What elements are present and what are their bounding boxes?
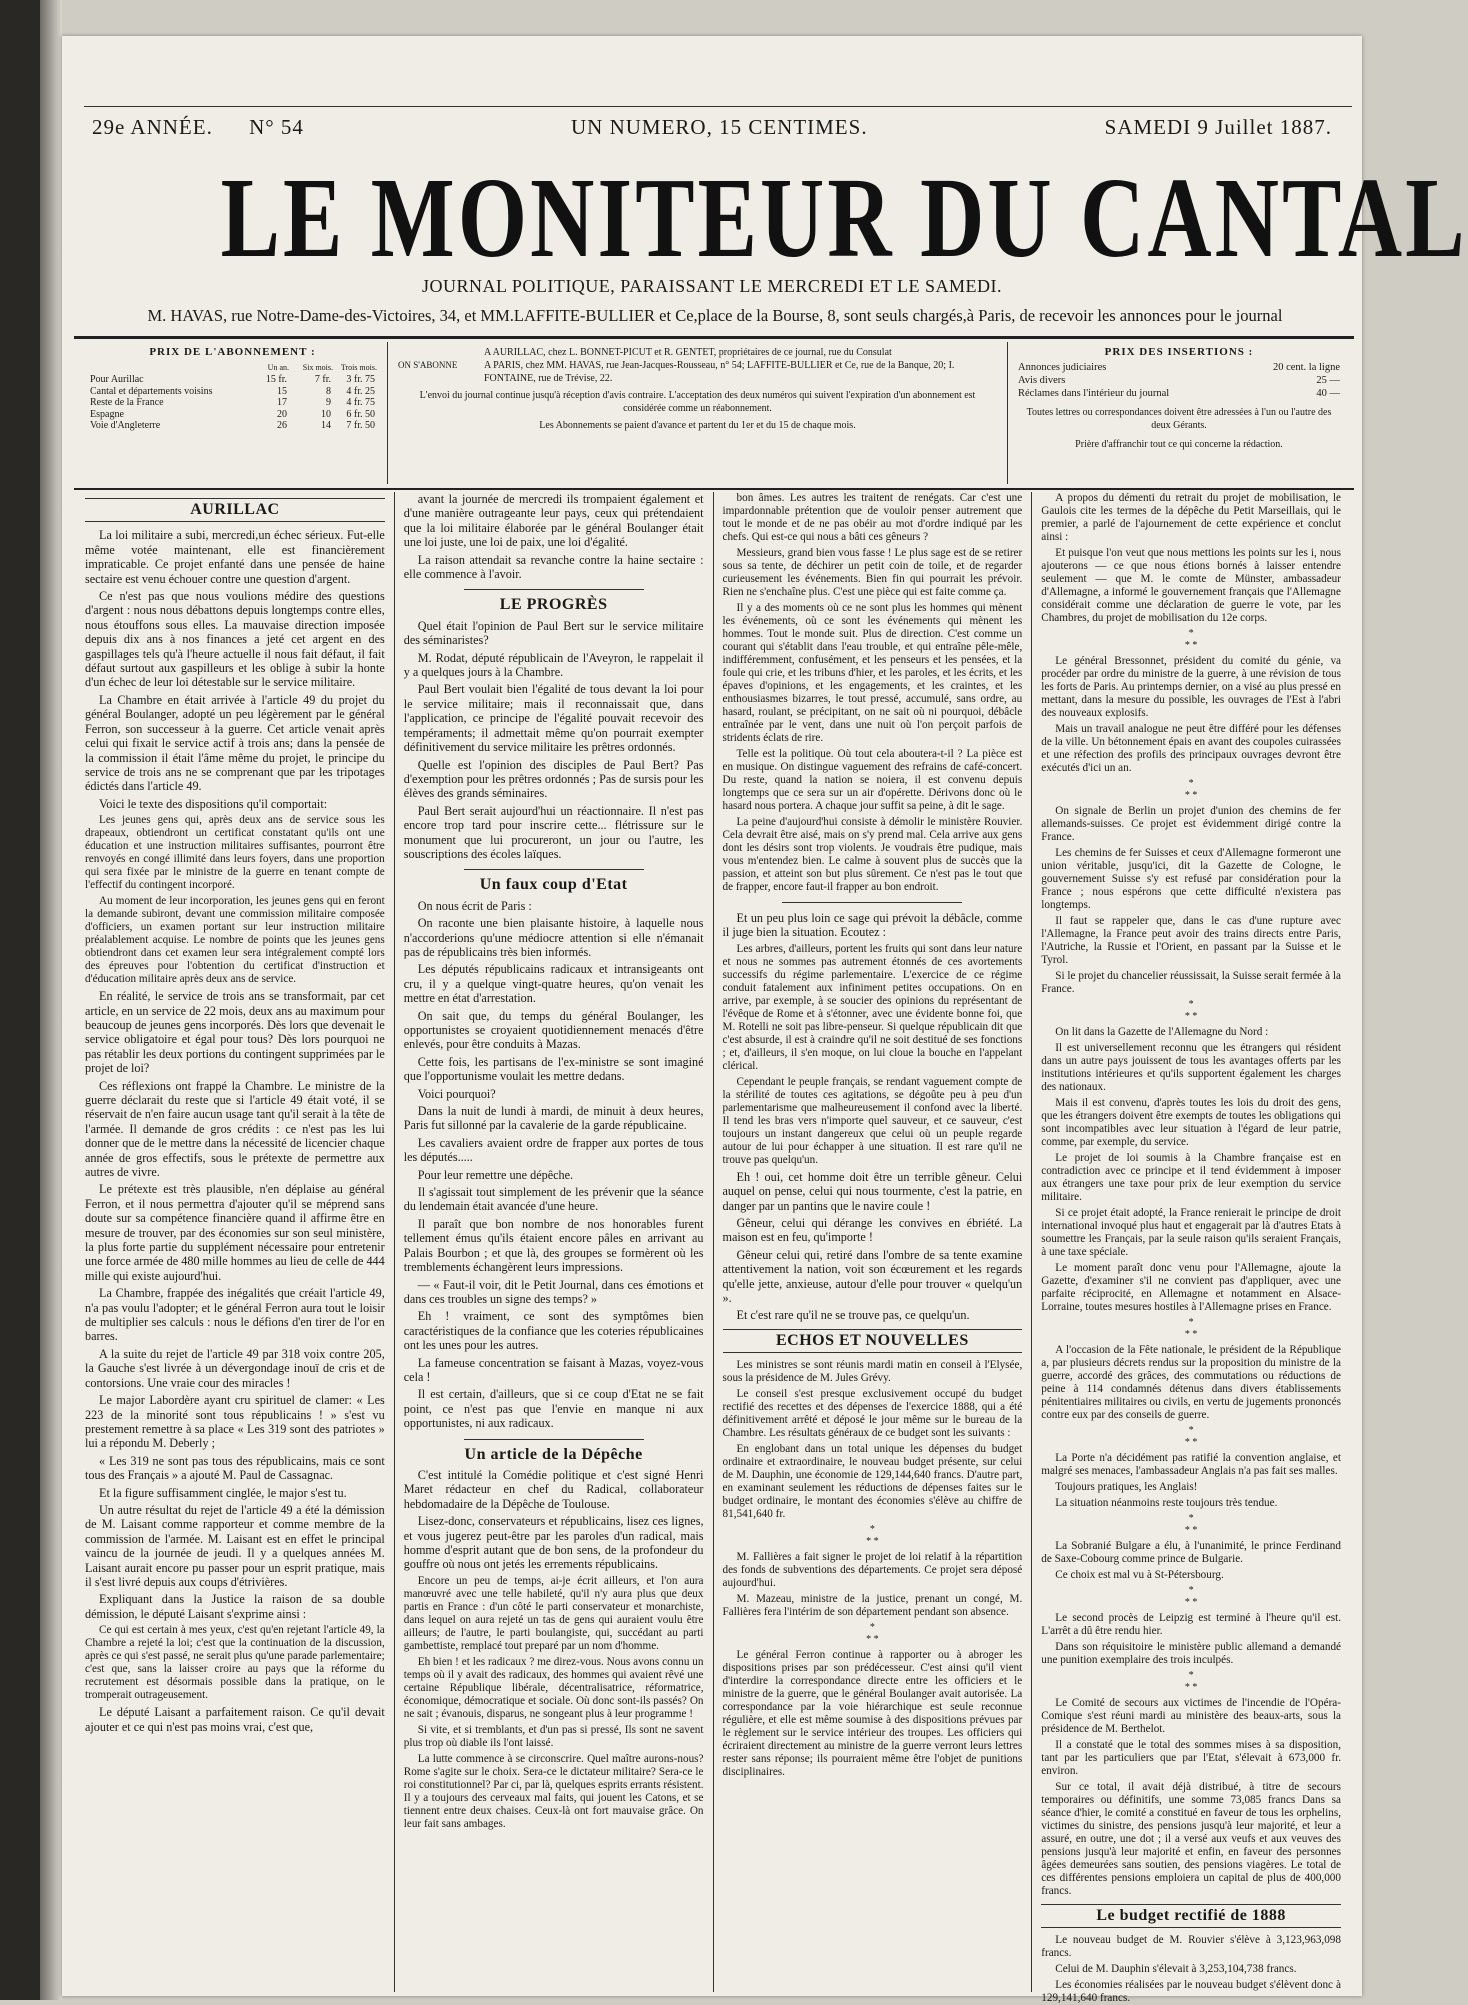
abonne-note-payment: Les Abonnements se paient d'avance et partent du 1er et du 15 de chaque mois. (539, 420, 856, 431)
paragraph: Pour leur remettre une dépêche. (417, 1167, 574, 1182)
paragraph: Ce n'est pas que nous voulions médire des questions d'argent : nous nous débattons depuis longtemps contre elles, nous étouffons sous elles. La mauvaise direction imposée depuis dix ans à nos finances a jeté cet argent en des gaspillages tels qu'à l'heure actuelle il nous fait défaut, il fait défaut surtout aux gaspilleurs et les oblige à subir la honte d'un échec de leur loi détestable sur le service militaire. (85, 589, 385, 690)
article-heading-budget: Le budget rectifié de 1888 (1041, 1904, 1341, 1928)
paragraph: La loi militaire a subi, mercredi,un échec sérieux. Fut-elle même votée maintenant, elle est financièrement impraticable. Ce projet enfanté dans une pensée de haine sectaire est venu échouer contre une question d'argent. (85, 528, 385, 586)
quote-paragraph: Le moment paraît donc venu pour l'Allemagne, ajoute la Gazette, d'examiner s'il ne convient pas d'appliquer, avec une parfaite réciprocité, en Allemagne et notamment en Alsace-Lorraine, toutes mesures hostiles à l'Allemagne prises en France. (1041, 1262, 1341, 1313)
paragraph: Et c'est rare qu'il ne se trouve pas, ce quelqu'un. (736, 1308, 970, 1323)
paragraph: Quelle est l'opinion des disciples de Paul Bert? Pas d'exemption pour les prêtres ordonnés ; Pas de sursis pour les élèves des grands séminaires. (403, 757, 704, 801)
divider (464, 1439, 644, 1440)
paragraph: Paul Bert serait aujourd'hui un réactionnaire. Il n'est pas encore trop tard pour inscrire cette... flétrissure sur le monument que lui procureront, un jour ou l'autre, les souscriptions des écoles laïques. (403, 803, 704, 861)
paragraph: Eh ! oui, cet homme doit être un terrible gêneur. Celui auquel on pense, celui qui nous tourmente, c'est la patrie, en danger par un pantins que le navire coule ! (722, 1169, 1023, 1213)
paragraph: Expliquant dans la Justice la raison de sa double démission, le député Laisant s'exprime ainsi : (85, 1592, 385, 1621)
news-item: A propos du démenti du retrait du projet de mobilisation, le Gaulois cite les termes de la dépêche du Petit Marseillais, qui le premier, a parlé de l'ajournement de cette expérience et conclut ainsi : (1041, 492, 1341, 543)
news-item: Celui de M. Dauphin s'élevait à 3,253,104,738 francs. (1055, 1963, 1297, 1976)
news-item: Les économies réalisées par le nouveau budget s'élèvent donc à 129,141,640 francs. (1041, 1979, 1341, 2005)
asterism: * * * (1184, 778, 1198, 801)
paragraph: Dans la nuit de lundi à mardi, de minuit à deux heures, Paris fut sillonné par la cavalerie de la garde républicaine. (403, 1104, 704, 1133)
paragraph: On raconte une bien plaisante histoire, à laquelle nous n'accorderions qu'une médiocre attention si elle n'émanait pas de républicains très bien informés. (403, 916, 704, 959)
list-item: Avis divers 25 — (1018, 375, 1340, 386)
divider (464, 589, 644, 590)
news-item: Dans son réquisitoire le ministère public allemand a demandé une punition exemplaire des trois inculpés. (1041, 1641, 1341, 1666)
asterism: * * * (1184, 999, 1198, 1022)
news-item: Si le projet du chancelier réussissait, la Suisse serait fermée à la France. (1041, 970, 1341, 995)
quote-paragraph: Les jeunes gens qui, après deux ans de service sous les drapeaux, obtiendront un certificat constatant qu'ils ont une éducation et une instruction militaires suffisantes, pourront être renvoyés en congé illimité dans leurs foyers, dans une proportion qui sera fixée par le ministre de la guerre en tenant compte de l'effectif du contingent incorporé. (85, 814, 385, 892)
paragraph: Il paraît que bon nombre de nos honorables furent tellement émus qu'ils étaient encore pâles en arrivant au Palais Bourbon ; et que là, des groupes se formèrent où les tremblements échangèrent leurs impressions. (403, 1216, 704, 1275)
list-item: Annonces judiciaires 20 cent. la ligne (1018, 362, 1340, 373)
news-item: Toujours pratiques, les Anglais! (1055, 1481, 1198, 1493)
paragraph: C'est intitulé la Comédie politique et c'est signé Henri Maret rédacteur en chef du Radical, collaborateur hebdomadaire de la Dépêche de Toulouse. (403, 1467, 704, 1511)
advertising-agents: M. HAVAS, rue Notre-Dame-des-Victoires, 34, et MM.LAFFITE-BULLIER et Ce,place de la Bourse, 8, sont seuls chargés,à Paris, de recevoir les annonces pour le journal (147, 306, 1283, 325)
column-2 (394, 492, 713, 1992)
asterism: * * * (866, 1622, 879, 1646)
divider (464, 869, 644, 870)
annee: 29e ANNÉE. (92, 114, 213, 139)
abonne-note: L'envoi du journal continue jusqu'à réception d'avis contraire. L'acceptation des deux numéros qui suivent l'expiration d'un abonnement est considérée comme un réabonnement. (419, 390, 976, 414)
abonne-box (388, 342, 1008, 484)
asterism: * * * (1184, 1585, 1198, 1608)
numero: N° 54 (249, 114, 304, 139)
news-item: Ce choix est mal vu à St-Pétersbourg. (1055, 1569, 1224, 1581)
paragraph: Cette fois, les partisans de l'ex-ministre se sont imaginé que l'opportunisme voulait les mettre dedans. (403, 1054, 704, 1084)
column-4 (1031, 492, 1350, 2005)
paragraph: Il s'agissait tout simplement de les prévenir que la séance du lendemain était avancée d'une heure. (403, 1185, 704, 1214)
paragraph: La Chambre en était arrivée à l'article 49 du projet du général Boulanger, adopté un peu légèrement par le général Ferron, son successeur à la guerre. Cet article venait après celui qui fixait le service actif à trois ans; dans la pensée de la commission il était l'âme même du projet, le principe du service de trois ans ne se comprenant que par les tripotages édictés dans l'article 49. (85, 692, 385, 794)
quote-paragraph: La peine d'aujourd'hui consiste à démolir le ministère Rouvier. Cela devrait être aisé, mais on s'y prend mal. Cela arrive aux gens dont les désirs sont trop violents. Je voudrais être pudique, mais vous m'entendez bien. Le calme à souvent plus de succès que la passion, et atteint son but plus sûrement. Ce n'est pas le tout que de frapper, encore faut-il frapper au bon endroit. (722, 816, 1023, 893)
paragraph: Quel était l'opinion de Paul Bert sur le service militaire des séminaristes? (403, 618, 704, 648)
column-1 (76, 492, 394, 1992)
paragraph: « Les 319 ne sont pas tous des républicains, mais ce sont tous des Français » a ajouté M. Paul de Cassagnac. (85, 1453, 385, 1483)
news-item: Il a constaté que le total des sommes mises à sa disposition, tant par les particuliers que par l'Etat, s'élevait à 673,000 fr. environ. (1041, 1739, 1341, 1777)
abonnement-title: PRIX DE L'ABONNEMENT : (149, 346, 316, 358)
paragraph: Eh ! vraiment, ce sont des symptômes bien caractéristiques de la confiance que les coteries républicaines ont les unes pour les autres. (403, 1309, 704, 1353)
quote-paragraph: Encore un peu de temps, ai-je écrit ailleurs, et l'on aura manœuvré avec une telle habileté, qu'il n'y aura plus que deux partis en France : d'un côté le parti conservateur et monarchiste, dans lequel on aura rejeté un tas de gens qui auraient voulu être ailleurs; de l'autre, le parti boulangiste, qui, succédant au parti gambettiste, remplacé tout preparé par un nom d'homme. (403, 1574, 704, 1652)
paragraph: Et la figure suffisamment cinglée, le major s'est tu. (99, 1485, 347, 1500)
insertions-note: Toutes lettres ou correspondances doivent être adressées à l'un ou l'autre des deux Gérants. (1026, 407, 1332, 431)
news-item: La situation néanmoins reste toujours très tendue. (1055, 1497, 1278, 1509)
col-header: Un an. (267, 363, 289, 372)
paragraph: Un autre résultat du rejet de l'article 49 a été la démission de M. Laisant comme rapporteur et comme membre de la commission de l'armée. M. Laisant est en effet le principal vaincu de la journée de jeudi. Il y a quelques années M. Laisant aurait encore pu passer pour un esprit pratique, mais il s'est livré depuis aux coups d'étrivières. (85, 1502, 385, 1589)
asterism: * * * (866, 1524, 879, 1548)
news-item: On lit dans la Gazette de l'Allemagne du Nord : (1055, 1026, 1269, 1038)
col-header: Trois mois. (340, 363, 377, 372)
newspaper-page (62, 36, 1468, 2005)
paragraph: Voici le texte des dispositions qu'il comportait: (99, 796, 328, 811)
paragraph: Voici pourquoi? (417, 1086, 496, 1101)
table-row: Cantal et départements voisins 15 8 4 fr. 25 (90, 385, 375, 397)
paragraph: Gêneur celui qui, retiré dans l'ombre de sa tente examine attentivement la nation, voit son écœurement et les regards qu'elle jette, anxieuse, autour d'elle pour trouver « quelqu'un ». (722, 1247, 1023, 1306)
news-item: La Sobranié Bulgare a élu, à l'unanimité, le prince Ferdinand de Saxe-Cobourg comme prince de Bulgarie. (1041, 1540, 1341, 1565)
insertions-title: PRIX DES INSERTIONS : (1104, 346, 1254, 358)
paragraph: Lisez-donc, conservateurs et républicains, lisez ces lignes, et vous jugerez peut-être par les paroles d'un radical, mais homme d'esprit autant que de bon sens, de la profondeur du gouffre où nous ont jetés les errements républicains. (403, 1514, 704, 1572)
insertions-note-redaction: Prière d'affranchir tout ce qui concerne la rédaction. (1075, 439, 1283, 450)
paragraph: Les députés républicains radicaux et intransigeants ont cru, il y a quelque vingt-quatre heures, qu'on venait les mettre en état d'arrestation. (403, 962, 704, 1006)
paragraph: avant la journée de mercredi ils trompaient également et d'une manière outrageante leur pays, ceux qui prétendaient que la loi militaire élaborée par le général Boulanger était une loi juste, une loi de paix, une loi d'égalité. (403, 492, 704, 550)
asterism: * * * (1184, 1317, 1198, 1340)
paragraph: Il est certain, d'ailleurs, que si ce coup d'Etat ne se fait point, ce n'est pas que l'envie en manque ni aux opportunistes, ni aux radicaux. (403, 1387, 704, 1431)
issue-date: SAMEDI 9 Juillet 1887. (1104, 114, 1332, 139)
top-rule (84, 106, 1352, 107)
article-heading-depeche: Un article de la Dépêche (464, 1445, 643, 1463)
table-row: Voie d'Angleterre 26 14 7 fr. 50 (90, 420, 375, 431)
news-item: Les ministres se sont réunis mardi matin en conseil à l'Elysée, sous la présidence de M. Jules Grévy. (722, 1359, 1023, 1385)
article-heading-aurillac: AURILLAC (85, 498, 385, 522)
article-heading-progres: LE PROGRÈS (499, 596, 608, 614)
table-row: Pour Aurillac 15 fr. 7 fr. 3 fr. 75 (90, 374, 375, 385)
asterism: * * * (1184, 628, 1198, 651)
paragraph: La fameuse concentration se faisant à Mazas, voyez-vous cela ! (403, 1355, 704, 1384)
asterism: * * * (1184, 1670, 1198, 1693)
article-heading-coup-etat: Un faux coup d'Etat (479, 876, 628, 894)
quote-paragraph: Les arbres, d'ailleurs, portent les fruits qui sont dans leur nature et nous ne sommes pas autrement étonnés de ces avortements successifs du régime parlementaire. L'exercice de ce régime conduit fatalement aux infiniment petites occupations. On en arrive, par exemple, à se soucier des opinions du représentant de l'évêque de Rome et à s'étonner, avec une évidente bonne foi, que M. Rotelli ne soit pas libre-penseur. Si quelque républicain dit que c'est absurde, il est à craindre qu'il ne soit destitué de ses fonctions ; et, d'ailleurs, il s'en moque, on lui cloue la bouche en l'appelant clérical. (722, 942, 1023, 1072)
divider (782, 902, 962, 903)
paragraph: Les cavaliers avaient ordre de frapper aux portes de tous les députés..... (403, 1135, 704, 1165)
quote-paragraph: Au moment de leur incorporation, les jeunes gens qui en feront la demande subiront, devant une commission militaire composée d'officiers, un examen portant sur leur instruction militaire préalablement acquise. Le nombre de points que les jeunes gens obtiendront dans cet examen leur sera intégralement compté lors des épreuves pour l'obtention du certificat d'instruction et d'éducation militaire après deux ans de service. (85, 895, 385, 986)
news-item: M. Fallières a fait signer le projet de loi relatif à la répartition des fonds de subventions des départements. Ce projet sera déposé aujourd'hui. (722, 1551, 1023, 1590)
news-item: A l'occasion de la Fête nationale, le président de la République a, par plusieurs décrets rendus sur la proposition du ministre de la guerre, accordé des grâces, des commutations ou réductions de peine à 114 condamnés détenus dans divers établissements pénitentiaires militaires ou civils, en vertu de jugements prononcés contre eux par des conseils de guerre. (1041, 1344, 1341, 1421)
table-row: Espagne 20 10 6 fr. 50 (90, 408, 375, 420)
quote-paragraph: Messieurs, grand bien vous fasse ! Le plus sage est de se retirer sous sa tente, de déchirer un petit coin de toile, et de regarder curieusement les événements. Bien fin qui pourrait les prévoir. Rien ne s'enchaîne plus. C'est une pièce qui est faite comme ça. (722, 547, 1023, 598)
paragraph: Et un peu plus loin ce sage qui prévoit la débâcle, comme il juge bien la situation. Ecoutez : (722, 911, 1023, 940)
paragraph: Ces réflexions ont frappé la Chambre. Le ministre de la guerre déclarait du reste que si l'article 49 était voté, il se réservait de n'en faire aucun usage tant qu'il serait à la tête de l'armée. Il demande de gros crédits : ce n'est pas les lui donner que de le mettre dans la nécessité de licencier chaque année de gros effectifs, sous le prétexte de permettre aux autres de vivre. (85, 1078, 385, 1179)
news-item: Il faut se rappeler que, dans le cas d'une rupture avec l'Allemagne, la France peut avoir des trains directs entre Paris, l'Autriche, la Russie et l'Orient, en passant par la Suisse et le Tyrol. (1041, 915, 1341, 966)
quote-paragraph: Et puisque l'on veut que nous mettions les points sur les i, nous ajouterons — ce que nous étions bornés à laisser entendre seulement — que M. le comte de Münster, ambassadeur d'Allemagne, a informé le gouvernement français que l'Allemagne considérait comme une déclaration de guerre le vote, par les Chambres, du projet de mobilisation du 12e corps. (1041, 547, 1341, 624)
scan-background (0, 0, 40, 2000)
article-columns (76, 492, 1350, 2005)
insertions-box (1008, 342, 1350, 484)
table-row: Reste de la France 17 9 4 fr. 75 (90, 397, 375, 408)
info-band (78, 342, 1350, 484)
news-item: Mais un travail analogue ne peut être différé pour les défenses de la ville. Un bétonnement épais en avant des coupoles cuirassées et une réfection des profils des principaux ouvrages devront être exécutés d'ici un an. (1041, 723, 1341, 774)
quote-paragraph: La lutte commence à se circonscrire. Quel maître aurons-nous? Rome s'agite sur le choix. Sera-ce le dictateur militaire? Sera-ce le roi constitutionnel? Par ci, par là, quelques esprits errants résistent. Il y a toujours des cerveaux mal faits, qui jouent les Catons, et se tiennent entre deux chaises. Ceux-là ont fort mauvaise grâce. On leur fait sans ambages. (403, 1752, 704, 1830)
newspaper-title: LE MONITEUR DU CANTAL (220, 154, 1468, 281)
news-item: Le nouveau budget de M. Rouvier s'élève à 3,123,963,098 francs. (1041, 1934, 1341, 1960)
news-item: Le général Ferron continue à rapporter ou à abroger les dispositions prises par son prédécesseur. C'est ainsi qu'il vient d'interdire la correspondance directe entre les officiers et le ministre de la guerre, que le général Boulanger avait autorisée. La correspondance par la voie hiérarchique est seule reconnue régulière, et elle est même soumise à des dispositions prévues par le règlement sur le service intérieur des troupes. Les officiers qui écriraient directement au ministre de la guerre verront leurs lettres rester sans réponse; ils pourraient même être l'objet de punitions disciplinaires. (722, 1649, 1023, 1779)
quote-paragraph: bon âmes. Les autres les traitent de renégats. Car c'est une impardonnable prétention que de vouloir penser autrement que tout le monde et de ne pas obéir au mot d'ordre indiqué par les chefs. Qui est-ce qui nous a bâti ces gêneurs ? (722, 492, 1023, 543)
masthead-rule (74, 336, 1354, 339)
paragraph: A la suite du rejet de l'article 49 par 318 voix contre 205, la Gauche s'est livrée à un dévergondage inouï de cris et de contorsions. Une vraie cour des miracles ! (85, 1346, 385, 1390)
paragraph: Le député Laisant a parfaitement raison. Ce qu'il devait ajouter et ce qui n'est pas moins vrai, c'est que, (85, 1705, 385, 1734)
paragraph: M. Rodat, député républicain de l'Aveyron, le rappelait il y a quelques jours à la Chambre. (403, 650, 704, 680)
news-item: On signale de Berlin un projet d'union des chemins de fer allemands-suisses. Ce projet est évidemment dirigé contre la France. (1041, 805, 1341, 843)
abonnement-box (78, 342, 388, 484)
paragraph: La Chambre, frappée des inégalités que créait l'article 49, n'a pas voulu l'adopter; et le général Ferron aura tout le loisir de multiplier ses calculs : nous le défions d'en tirer de l'or en barres. (85, 1286, 385, 1344)
quote-paragraph: Eh bien ! et les radicaux ? me direz-vous. Nous avons connu un temps où il y avait des radicaux, des hommes qui avaient rêvé une certaine République libérale, décentralisatrice, réformatrice, économique, démocratique et sociale. Où donc sont-ils passés? On ne sait ; évanouis, disparus, ne songeant plus à leur programme ! (403, 1655, 704, 1720)
paragraph: Paul Bert voulait bien l'égalité de tous devant la loi pour le service militaire; mais il reconnaissait que, dans l'application, ce principe de l'égalité pouvait recevoir des tempéraments; il admettait même qu'on pourrait exempter définitivement du service militaire les prêtres ordonnés. (403, 682, 704, 755)
quote-paragraph: Il y a des moments où ce ne sont plus les hommes qui mènent les événements, où ce sont les événements qui mènent les hommes. Tout le monde suit. Plus de direction. C'est comme un courant qui s'établit dans l'eau trouble, et qui entraîne pêle-mêle, indifféremment, confusément, et les penseurs et les pensées, et la foule qui crie, et les tribuns d'hier, et les paroles, et les écrits, et les épaves d'opinions, et les engagements, et les craintes, et les enthousiasmes bizarres, le tout pressé, accumulé, sans ordre, au hasard, roulant, se précipitant, on ne sait où ni pourquoi, débâcle entraînée par le vent, dans une nuit où l'on perçoit parfois de stridents éclats de rire. (722, 602, 1023, 744)
section-heading-echos: ECHOS ET NOUVELLES (723, 1329, 1023, 1353)
news-item: Sur ce total, il avait déjà distribué, à titre de secours temporaires ou définitifs, une somme 73,085 francs Dans sa séance d'hier, le comité a constitué en faveur de tous les orphelins, victimes du sinistre, des pensions jusqu'à leur majorité, et leur a assuré, en outre, une dot ; il a versé aux veufs et aux veuves des pensions jusqu'à leur majorité et enfin, en faveur des personnes âgées demeurées sans soutien, des pensions viagères. Le total de ces différentes pensions emploiera un capital de plus de 400,000 francs. (1041, 1781, 1341, 1897)
abonnement-table (88, 361, 377, 432)
quote-paragraph: Telle est la politique. Où tout cela aboutera-t-il ? La pièce est en musique. On distingue vaguement des refrains de café-concert. Du reste, quand la nation se noiera, il est convenu depuis longtemps que ce sera sur un air d'opérette. Dérivons donc où le hasard nous portera. A chaque jour suffit sa peine, à dit le sage. (722, 748, 1023, 812)
news-item: Le conseil s'est presque exclusivement occupé du budget rectifié des recettes et des dépenses de l'exercice 1888, qui a été définitivement arrêté et déposé le jour même sur le bureau de la Chambre. Les résultats généraux de ce budget sont les suivants : (722, 1388, 1023, 1440)
paragraph: On nous écrit de Paris : (417, 898, 532, 913)
news-item: La Porte n'a décidément pas ratifié la convention anglaise, et malgré ses menaces, l'ambassadeur Anglais n'a pas fait ses malles. (1041, 1452, 1341, 1477)
quote-paragraph: Mais il est convenu, d'après toutes les lois du droit des gens, que les étrangers doivent être exempts de toutes les obligations qui sont incompatibles avec leur situation à l'égard de leur patrie, comme, par exemple, du service. (1041, 1097, 1341, 1148)
verse: Si vite, et si tremblants, et d'un pas si pressé, Ils sont ne savent plus trop où diable ils l'ont laissé. (403, 1723, 704, 1749)
asterism: * * * (1184, 1425, 1198, 1448)
abonne-paris: A PARIS, chez MM. HAVAS, rue Jean-Jacques-Rousseau, n° 54; LAFFITE-BULLIER et Ce, rue de la Banque, 20; I. FONTAINE, rue de Trévise, 22. (484, 360, 955, 384)
news-item: En englobant dans un total unique les dépenses du budget ordinaire et extraordinaire, le nouveau budget présente, sur celui de M. Dauphin, une économie de 129,144,640 francs. D'autre part, en examinant seulement les réductions de dépenses faites sur le budget ordinaire, le montant des économies s'élève au chiffre de 81,541,640 fr. (722, 1443, 1023, 1521)
prix-numero: UN NUMERO, 15 CENTIMES. (570, 114, 868, 139)
paragraph: La raison attendait sa revanche contre la haine sectaire : elle commence à l'avoir. (403, 552, 704, 582)
quote-paragraph: Il est universellement reconnu que les étrangers qui résident dans un autre pays jouissent de tous les avantages offerts par les institutions intérieures et qu'ils supportent également les charges des nationaux. (1041, 1042, 1341, 1093)
news-item: M. Mazeau, ministre de la justice, prenant un congé, M. Fallières fera l'intérim de son département pendant son absence. (722, 1593, 1023, 1619)
quote-paragraph: Le projet de loi soumis à la Chambre française est en contradiction avec ce principe et il tend évidemment à imposer aux étrangers une taxe pour prix de leur exemption du service militaire. (1041, 1152, 1341, 1203)
page-binding-edge (40, 0, 62, 2000)
paragraph: On sait que, du temps du général Boulanger, les opportunistes se croyaient quotidiennement menacés d'être enlevés, pour être conduits à Mazas. (403, 1008, 704, 1052)
news-item: Le général Bressonnet, président du comité du génie, va procéder par ordre du ministre de la guerre, à une révision de tous les forts de Paris. Au printemps dernier, on a visé au plus pressé en mettant, dans la mesure du possible, les ouvrages de l'Est à l'abri des nouveaux explosifs. (1041, 655, 1341, 719)
news-item: Le Comité de secours aux victimes de l'incendie de l'Opéra-Comique s'est réuni mardi au ministère des beaux-arts, sous la présidence de M. Berthelot. (1041, 1697, 1341, 1735)
column-3 (713, 492, 1032, 1992)
news-item: Le second procès de Leipzig est terminé à l'heure qu'il est. L'arrêt a dû être rendu hier. (1041, 1612, 1341, 1637)
issue-bar (92, 110, 1332, 144)
paragraph: En réalité, le service de trois ans se transformait, par cet article, en un service de 22 mois, deux ans au maximum pour beaucoup de jeunes gens incorporés. Dès lors que devenait le service obligatoire et égal pour tous? Dès lors pourquoi ne pas rétablir les deux portions du contingent supprimées par le projet de loi? (85, 989, 385, 1076)
news-item: Les chemins de fer Suisses et ceux d'Allemagne formeront une union véritable, jusqu'ici, dit la Gazette de Cologne, le gouvernement Suisse s'y est refusé par considération pour la France ; nous espérons que cette difficulté n'existera pas longtemps. (1041, 847, 1341, 911)
quote-paragraph: Ce qui est certain à mes yeux, c'est qu'en rejetant l'article 49, la Chambre a rejeté la loi; c'est que la continuation de la discussion, après ce qui s'est passé, ne serait plus qu'une parade parlementaire; c'est que, sans la laisser croire au pays que la réforme du recrutement est désormais possible dans la pratique, on le tromperait outrageusement. (85, 1624, 385, 1702)
asterism: * * * (1184, 1513, 1198, 1536)
paragraph: — « Faut-il voir, dit le Petit Journal, dans ces émotions et dans ces troubles un signe des temps? » (403, 1277, 704, 1306)
list-item: Réclames dans l'intérieur du journal 40 — (1018, 388, 1340, 399)
paragraph: Le prétexte est très plausible, n'en déplaise au général Ferron, et il nous permettra d'ajouter qu'il se méprend sans doute sur sa compétence financière quand il affirme être en mesure de trouver, par des économies sur son seul ministère, la plus forte partie du supplément nécessaire pour entretenir une force armée de 480 mille hommes au lieu de celle de 444 mille qui existe aujourd'hui. (85, 1182, 385, 1283)
col-header: Six mois. (302, 363, 333, 372)
quote-paragraph: Si ce projet était adopté, la France renierait le principe de droit international invoqué plus haut et engagerait par là d'autres Etats à soumettre les Français, par la seule raison qu'ils seraient Français, à une taxe spéciale. (1041, 1207, 1341, 1258)
paragraph: Gêneur, celui qui dérange les convives en ébriété. La maison est en feu, qu'importe ! (722, 1216, 1023, 1245)
abonne-label: ON S'ABONNE (398, 360, 458, 370)
info-rule (74, 488, 1354, 490)
newspaper-subtitle: JOURNAL POLITIQUE, PARAISSANT LE MERCREDI ET LE SAMEDI. (421, 276, 1002, 296)
quote-paragraph: Cependant le peuple français, se rendant vaguement compte de la stérilité de toutes ces agitations, se dégoûte peu à peu d'un parlementarisme que malheureusement il confond avec la liberté. Il tend les bras vers n'importe quel sauveur, et ce sauveur, c'est toujours un instant dangereux que celui où un peuple regarde autour de lui pour échapper à une situation. Il est rare qu'il ne trouve pas quelqu'un. (722, 1075, 1023, 1166)
abonne-aurillac: A AURILLAC, chez L. BONNET-PICUT et R. GENTET, propriétaires de ce journal, rue du Consulat (484, 347, 892, 358)
paragraph: Le major Labordère ayant cru spirituel de clamer: « Les 223 de la minorité sont tous républicains ! » s'est vu prestement remettre à sa place « Les 319 sont des patriotes » lui a répondu M. Deberly ; (85, 1393, 385, 1451)
